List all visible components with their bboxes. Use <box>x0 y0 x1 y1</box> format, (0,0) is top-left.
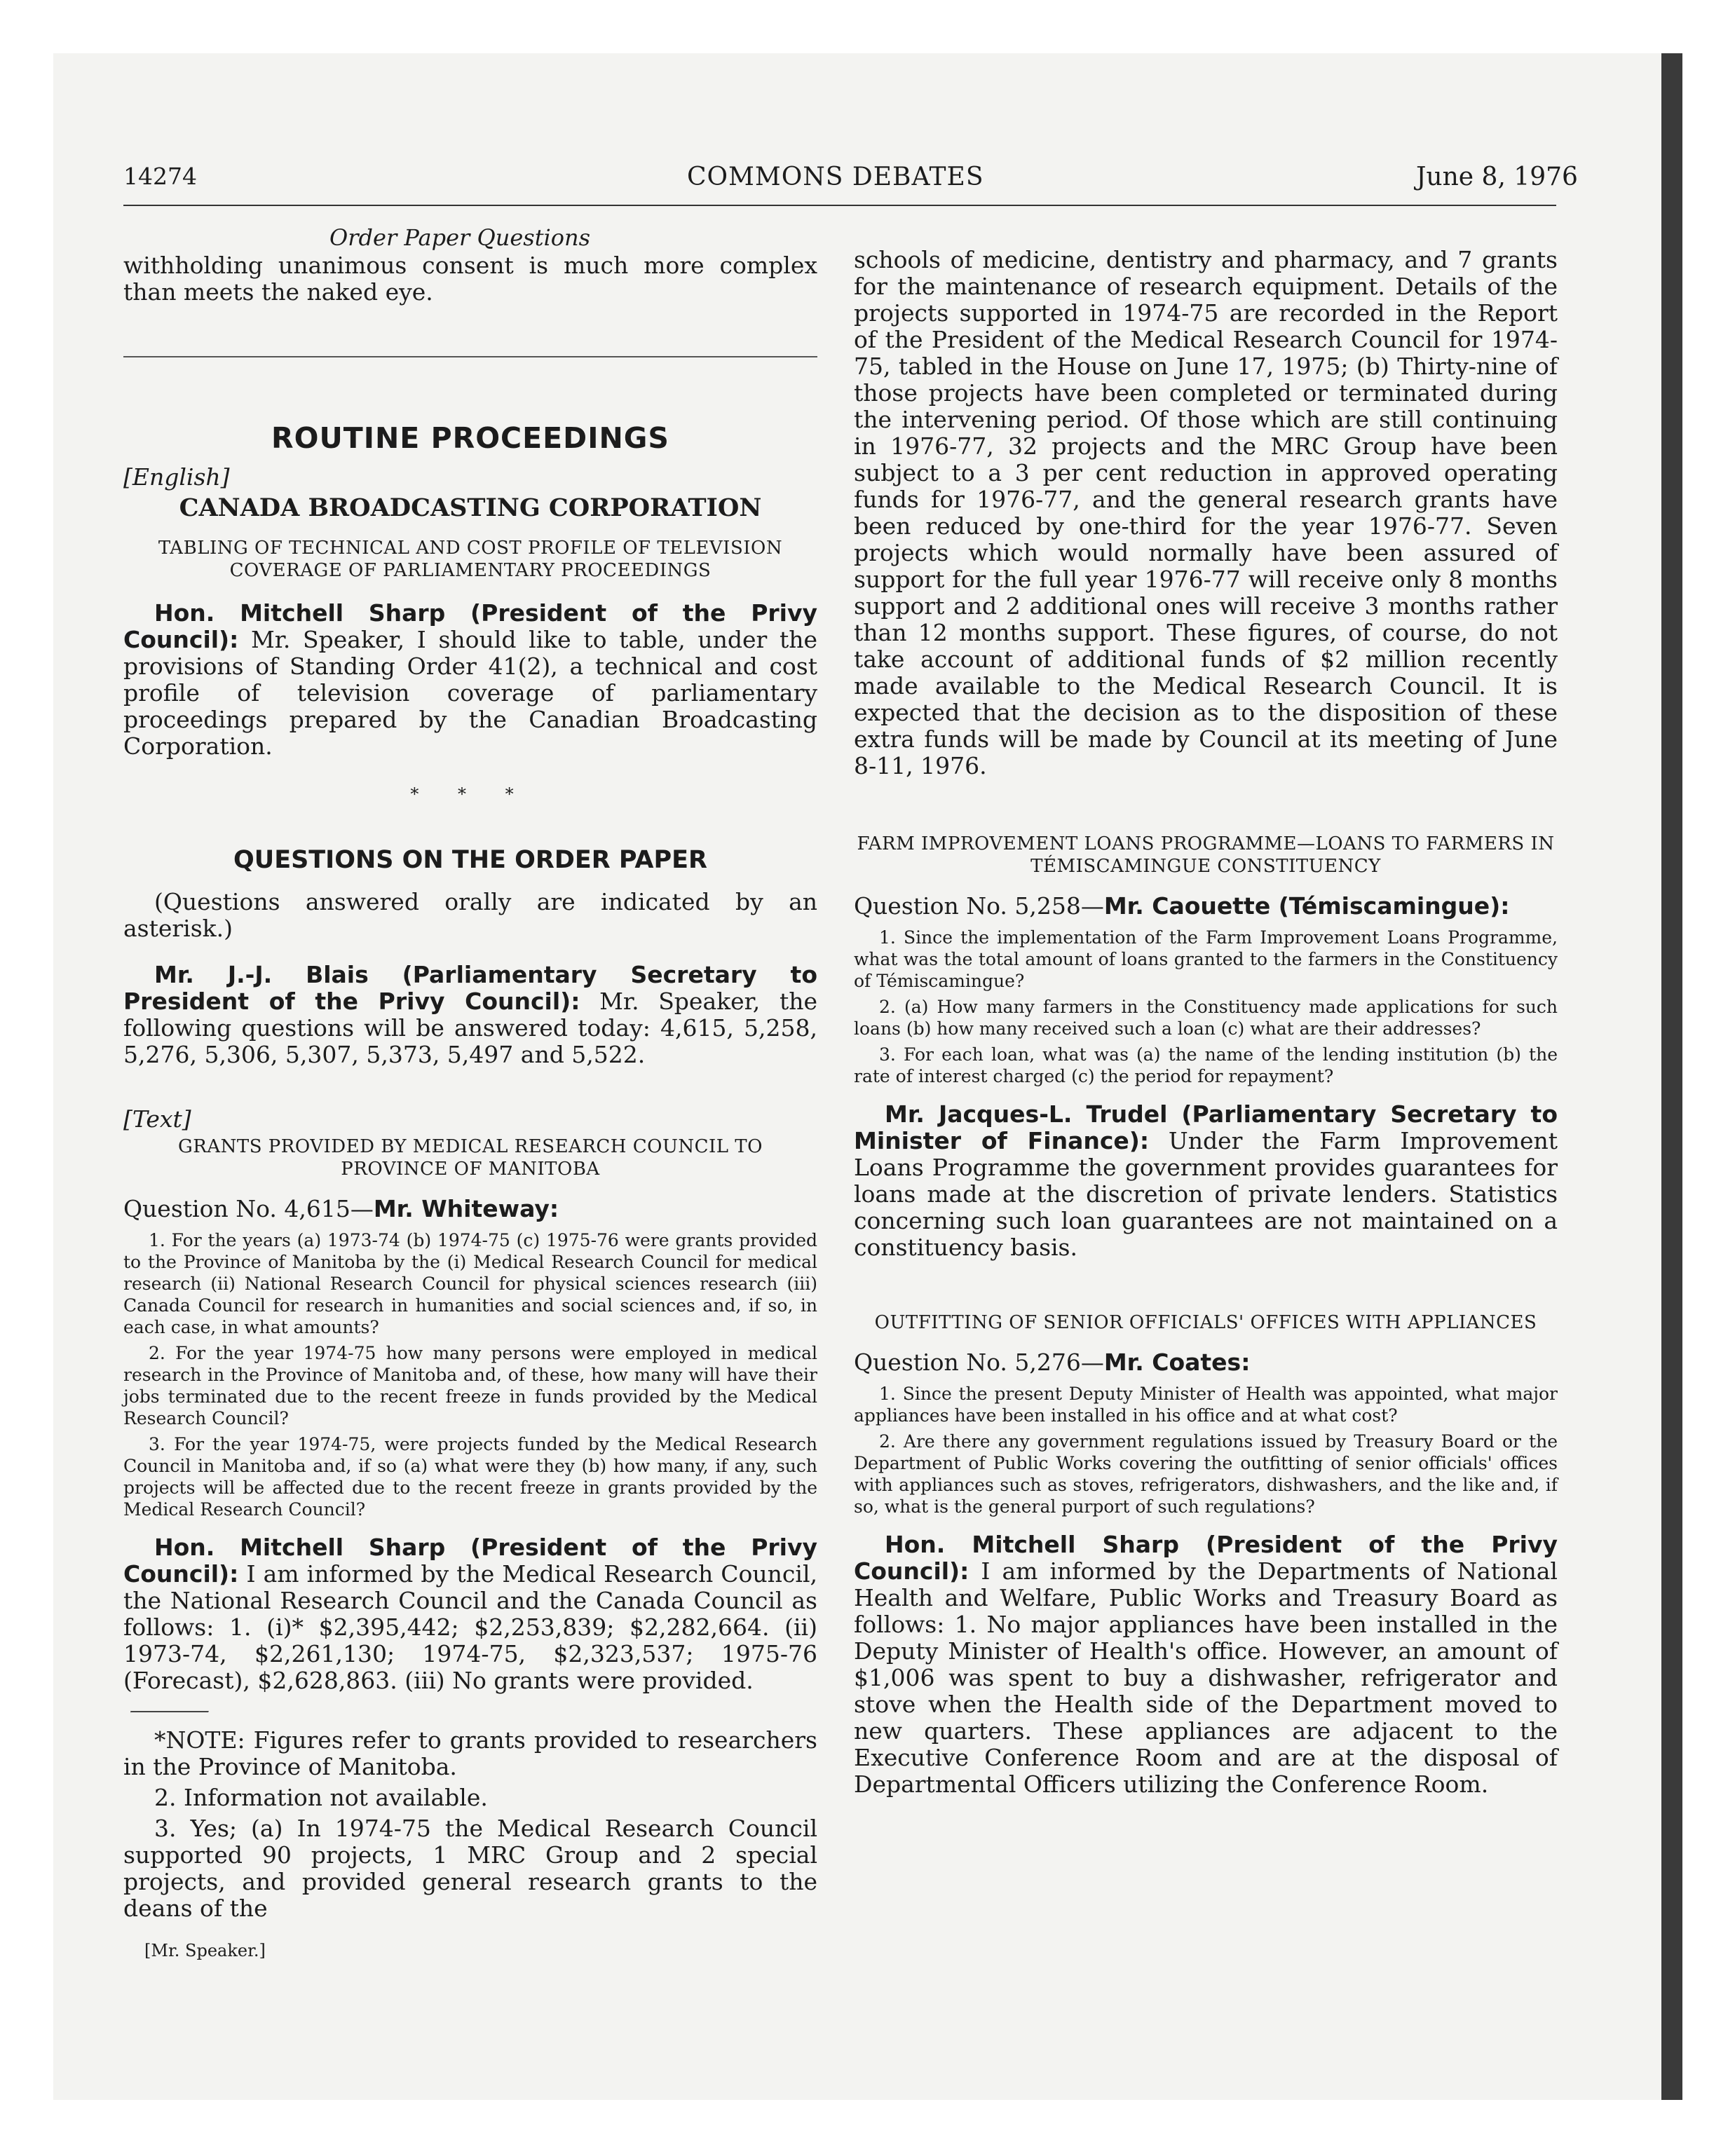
question-item: 3. For the year 1974-75, were projects funded by the Medical Research Council in Manitoba and, if so (a) what were they (b) how many, if any, such projects will be affected due to the recent freeze in grants provided by the Medical Research Council? <box>123 1434 817 1520</box>
question-items <box>854 927 1558 1087</box>
question-label <box>123 1196 817 1222</box>
sharp-answer <box>123 1534 817 1694</box>
question-label <box>854 893 1558 920</box>
speaker-name: Mr. J.-J. Blais (Parliamentary Secretary to President of the Privy Council): <box>123 961 817 1015</box>
sharp-answer-2 <box>854 1531 1558 1798</box>
question-label <box>854 1349 1558 1376</box>
question-number: Question No. 5,258— <box>854 892 1104 920</box>
question-number: Question No. 4,615— <box>123 1195 374 1222</box>
answer-item-3: 3. Yes; (a) In 1974-75 the Medical Research Council supported 90 projects, 1 MRC Group and 2 special projects, and provided general research grants to the deans of the <box>123 1815 817 1922</box>
question-number: Question No. 5,276— <box>854 1349 1104 1376</box>
note-rule <box>130 1711 209 1713</box>
questions-heading: QUESTIONS ON THE ORDER PAPER <box>233 846 707 874</box>
text-tag: [Text] <box>123 1105 191 1133</box>
speaker-name: Mr. Jacques-L. Trudel (Parliamentary Secretary to Minister of Finance): <box>854 1100 1558 1154</box>
question-item: 2. For the year 1974-75 how many persons were employed in medical research in the Province of Manitoba and, of these, how many will have their jobs terminated due to the recent freeze in funds provided by the Medical Research Council? <box>123 1343 817 1428</box>
statement-text: Mr. Speaker, I should like to table, under the provisions of Standing Order 41(2), a technical and cost profile of television coverage of parliamentary proceedings prepared by the Canadian Broadcasting Corporation. <box>123 626 817 760</box>
sharp-statement <box>123 600 817 760</box>
outfit-heading: OUTFITTING OF SENIOR OFFICIALS' OFFICES WITH APPLIANCES <box>874 1312 1537 1333</box>
questions-note: (Questions answered orally are indicated by an asterisk.) <box>123 888 817 942</box>
section-stars: * * * <box>410 784 531 804</box>
answer-text: Under the Farm Improvement Loans Programme the government provides guarantees for loans made at the discretion of private lenders. Statistics concerning such loan guarantees are not maintained on a constituency basis. <box>854 1127 1558 1261</box>
routine-heading: ROUTINE PROCEEDINGS <box>271 421 669 455</box>
member-name: Mr. Caouette (Témiscamingue): <box>1103 892 1510 920</box>
question-item: 3. For each loan, what was (a) the name of the lending institution (b) the rate of interest charged (c) the period for repayment? <box>854 1044 1558 1086</box>
scan-edge <box>1661 53 1682 2100</box>
member-name: Mr. Whiteway: <box>373 1195 559 1222</box>
header-rule <box>123 205 1556 206</box>
speaker-name: Hon. Mitchell Sharp (President of the Privy Council): <box>123 1534 817 1588</box>
left-column <box>123 252 817 1964</box>
page-number: 14274 <box>123 163 197 190</box>
answer-text: I am informed by the Departments of National Health and Welfare, Public Works and Treasury Board as follows: 1. No major appliances have been installed in the Deputy Minister of Health's office. However, an amount of $1,006 was spent to buy a dishwasher, refrigerator and stove when the Health side of the Department moved to new quarters. These appliances are adjacent to the Executive Conference Room and are at the disposal of Departmental Officers utilizing the Conference Room. <box>854 1557 1558 1798</box>
trudel-answer <box>854 1101 1558 1261</box>
cbc-heading: CANADA BROADCASTING CORPORATION <box>179 493 762 522</box>
question-items <box>854 1383 1558 1517</box>
question-item: 1. Since the implementation of the Farm Improvement Loans Programme, what was the total amount of loans granted to the farmers in the Constituency of Témiscamingue? <box>854 927 1558 991</box>
member-name: Mr. Coates: <box>1103 1349 1251 1376</box>
answer-item-2: 2. Information not available. <box>154 1784 488 1811</box>
statement-text: Mr. Speaker, the following questions will be answered today: 4,615, 5,258, 5,276, 5,306, 5,307, 5,373, 5,497 and 5,522. <box>123 988 817 1068</box>
cbc-subheading: TABLING OF TECHNICAL AND COST PROFILE OF TELEVISION COVERAGE OF PARLIAMENTARY PROCEEDINGS <box>158 538 783 581</box>
question-item: 1. Since the present Deputy Minister of Health was appointed, what major appliances have been installed in his office and at what cost? <box>854 1384 1558 1426</box>
page-date: June 8, 1976 <box>1416 163 1578 191</box>
question-item: 1. For the years (a) 1973-74 (b) 1974-75 (c) 1975-76 were grants provided to the Province of Manitoba by the (i) Medical Research Council for medical research (ii) National Research Council for physical sciences research (iii) Canada Council for research in humanities and social sciences and, if so, in each case, in what amounts? <box>123 1230 817 1337</box>
publication-title: COMMONS DEBATES <box>687 163 984 191</box>
english-tag: [English] <box>123 463 230 491</box>
note-text: *NOTE: Figures refer to grants provided to researchers in the Province of Manitoba. <box>123 1726 817 1780</box>
farm-heading: FARM IMPROVEMENT LOANS PROGRAMME—LOANS TO FARMERS IN TÉMISCAMINGUE CONSTITUENCY <box>857 833 1555 877</box>
blais-statement <box>123 962 817 1068</box>
question-item: 2. (a) How many farmers in the Constituency made applications for such loans (b) how many received such a loan (c) what are their addresses? <box>854 997 1558 1039</box>
answer-text: I am informed by the Medical Research Council, the National Research Council and the Canada Council as follows: 1. (i)* $2,395,442; $2,253,839; $2,282,664. (ii) 1973-74, $2,261,130; 1974-75, $2,323,537; 1975-76 (Forecast), $2,628,863. (iii) No grants were provided. <box>123 1560 817 1694</box>
section-divider <box>123 356 817 357</box>
right-column <box>854 247 1558 1798</box>
intro-text: withholding unanimous consent is much more complex than meets the naked eye. <box>123 252 817 306</box>
continuation-text: schools of medicine, dentistry and pharmacy, and 7 grants for the maintenance of research equipment. Details of the projects supported in 1974-75 are recorded in the Report of the President of the Medical Research Council for 1974-75, tabled in the House on June 17, 1975; (b) Thirty-nine of those projects have been completed or terminated during the intervening period. Of those which are still continuing in 1976-77, 32 projects and the MRC Group have been subject to a 3 per cent reduction in approved operating funds for 1976-77, and the general research grants have been reduced by one-third for the year 1976-77. Seven projects which would normally have been assured of support for the full year 1976-77 will receive only 8 months support and 2 additional ones will receive 3 months rather than 12 months support. These figures, of course, do not take account of additional funds of $2 million recently made available to the Medical Research Council. It is expected that the decision as to the disposition of these extra funds will be made by Council at its meeting of June 8-11, 1976. <box>854 246 1558 779</box>
section-header: Order Paper Questions <box>329 224 591 251</box>
grants-heading: GRANTS PROVIDED BY MEDICAL RESEARCH COUNCIL TO PROVINCE OF MANITOBA <box>178 1136 763 1180</box>
speaker-name: Hon. Mitchell Sharp (President of the Privy Council): <box>854 1531 1558 1585</box>
question-item: 2. Are there any government regulations issued by Treasury Board or the Department of Public Works covering the outfitting of senior officials' offices with appliances such as stoves, refrigerators, dishwashers, and the like and, if so, what is the general purport of such regulations? <box>854 1431 1558 1517</box>
question-items <box>123 1229 817 1520</box>
speaker-name: Hon. Mitchell Sharp (President of the Privy Council): <box>123 599 817 653</box>
speaker-footer: [Mr. Speaker.] <box>144 1941 266 1960</box>
